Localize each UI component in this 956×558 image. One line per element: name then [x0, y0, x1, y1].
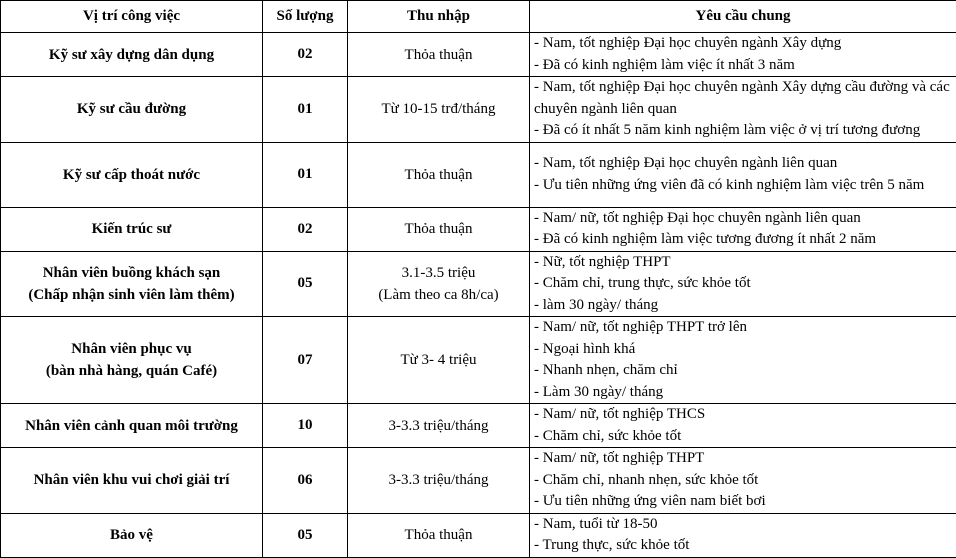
position-line: Kỹ sư xây dựng dân dụng	[1, 44, 262, 66]
requirement-line: - Chăm chỉ, sức khỏe tốt	[534, 426, 954, 448]
position-line: (bàn nhà hàng, quán Café)	[1, 360, 262, 382]
table-row	[1, 404, 956, 448]
position-line: (Chấp nhận sinh viên làm thêm)	[1, 284, 262, 306]
requirement-line: - Chăm chỉ, nhanh nhẹn, sức khỏe tốt	[534, 470, 954, 492]
position-line: Nhân viên phục vụ	[1, 338, 262, 360]
position-line: Kiến trúc sư	[1, 218, 262, 240]
income-line: Thỏa thuận	[348, 44, 529, 66]
requirements-cell	[530, 251, 956, 317]
position-cell	[1, 142, 263, 207]
requirement-line: - Nam, tuổi từ 18-50	[534, 514, 954, 536]
income-cell	[348, 33, 530, 77]
requirements-cell	[530, 207, 956, 251]
position-cell	[1, 317, 263, 404]
position-cell	[1, 251, 263, 317]
requirements-cell	[530, 448, 956, 514]
quantity-cell: 07	[263, 317, 348, 404]
requirement-line: - Nam, tốt nghiệp Đại học chuyên ngành liên quan	[534, 153, 954, 175]
income-cell	[348, 77, 530, 143]
position-cell	[1, 33, 263, 77]
requirement-line: - Đã có ít nhất 5 năm kinh nghiệm làm việc ở vị trí tương đương	[534, 120, 954, 142]
income-cell	[348, 513, 530, 557]
requirement-line: - Ưu tiên những ứng viên nam biết bơi	[534, 491, 954, 513]
quantity-cell: 05	[263, 251, 348, 317]
requirement-line: - Nam, tốt nghiệp Đại học chuyên ngành Xây dựng	[534, 33, 954, 55]
position-line: Kỹ sư cấp thoát nước	[1, 164, 262, 186]
quantity-cell: 02	[263, 33, 348, 77]
position-line: Nhân viên buồng khách sạn	[1, 262, 262, 284]
requirements-cell	[530, 317, 956, 404]
quantity-cell: 05	[263, 513, 348, 557]
table-row	[1, 33, 956, 77]
requirement-line: - Nam/ nữ, tốt nghiệp THPT trở lên	[534, 317, 954, 339]
position-cell	[1, 77, 263, 143]
income-line: Từ 3- 4 triệu	[348, 349, 529, 371]
table-row	[1, 448, 956, 514]
income-cell	[348, 404, 530, 448]
table-row	[1, 317, 956, 404]
header-income: Thu nhập	[348, 1, 530, 33]
position-line: Nhân viên cảnh quan môi trường	[1, 415, 262, 437]
quantity-cell: 06	[263, 448, 348, 514]
requirement-line: - Đã có kinh nghiệm làm việc ít nhất 3 năm	[534, 55, 954, 77]
income-cell	[348, 317, 530, 404]
requirement-line: - Nam/ nữ, tốt nghiệp THCS	[534, 404, 954, 426]
position-cell	[1, 207, 263, 251]
position-cell	[1, 404, 263, 448]
position-cell	[1, 513, 263, 557]
table-row	[1, 251, 956, 317]
income-line: Thỏa thuận	[348, 524, 529, 546]
requirements-cell	[530, 77, 956, 143]
requirement-line: - Nữ, tốt nghiệp THPT	[534, 252, 954, 274]
income-cell	[348, 448, 530, 514]
requirement-line: - Nam/ nữ, tốt nghiệp Đại học chuyên ngành liên quan	[534, 208, 954, 230]
requirements-cell	[530, 33, 956, 77]
requirement-line: - Trung thực, sức khỏe tốt	[534, 535, 954, 557]
table-row	[1, 513, 956, 557]
income-line: Từ 10-15 trđ/tháng	[348, 98, 529, 120]
income-line: 3.1-3.5 triệu	[348, 262, 529, 284]
quantity-cell: 10	[263, 404, 348, 448]
table-row	[1, 77, 956, 143]
requirements-cell	[530, 142, 956, 207]
requirement-line: - Ưu tiên những ứng viên đã có kinh nghiệm làm việc trên 5 năm	[534, 175, 954, 197]
requirement-line: - Chăm chỉ, trung thực, sức khỏe tốt	[534, 273, 954, 295]
table-row	[1, 207, 956, 251]
income-line: 3-3.3 triệu/tháng	[348, 469, 529, 491]
income-line: (Làm theo ca 8h/ca)	[348, 284, 529, 306]
requirements-cell	[530, 513, 956, 557]
requirement-line: - Nam/ nữ, tốt nghiệp THPT	[534, 448, 954, 470]
header-row	[1, 1, 956, 33]
requirement-line: - Ngoại hình khá	[534, 339, 954, 361]
position-line: Bảo vệ	[1, 524, 262, 546]
income-cell	[348, 142, 530, 207]
position-line: Nhân viên khu vui chơi giải trí	[1, 469, 262, 491]
income-cell	[348, 207, 530, 251]
position-line: Kỹ sư cầu đường	[1, 98, 262, 120]
requirement-line: - Nhanh nhẹn, chăm chỉ	[534, 360, 954, 382]
header-position: Vị trí công việc	[1, 1, 263, 33]
quantity-cell: 01	[263, 77, 348, 143]
header-quantity: Số lượng	[263, 1, 348, 33]
quantity-cell: 01	[263, 142, 348, 207]
quantity-cell: 02	[263, 207, 348, 251]
requirements-cell	[530, 404, 956, 448]
income-line: 3-3.3 triệu/tháng	[348, 415, 529, 437]
income-line: Thỏa thuận	[348, 218, 529, 240]
requirement-line: - Đã có kinh nghiệm làm việc tương đương ít nhất 2 năm	[534, 229, 954, 251]
income-cell	[348, 251, 530, 317]
requirement-line: - Làm 30 ngày/ tháng	[534, 382, 954, 404]
position-cell	[1, 448, 263, 514]
requirement-line: - làm 30 ngày/ tháng	[534, 295, 954, 317]
header-requirements: Yêu cầu chung	[530, 1, 956, 33]
requirement-line: - Nam, tốt nghiệp Đại học chuyên ngành Xây dựng cầu đường và các chuyên ngành liên quan	[534, 77, 954, 120]
table-row	[1, 142, 956, 207]
income-line: Thỏa thuận	[348, 164, 529, 186]
